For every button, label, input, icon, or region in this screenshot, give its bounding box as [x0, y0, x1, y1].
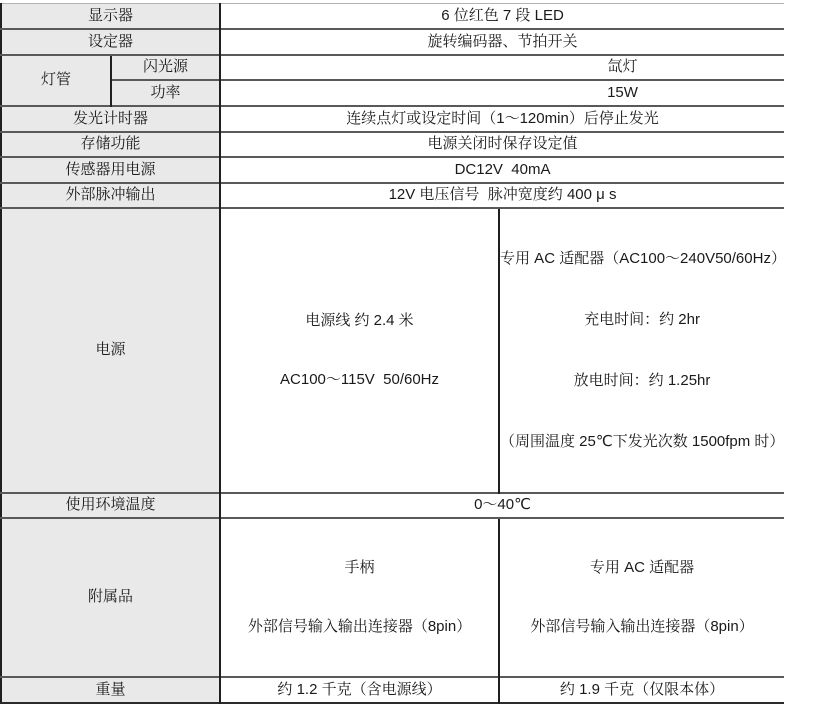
sensor-power-value: DC12V 40mA [220, 157, 784, 183]
power-adapter-line2: 充电时间：约 2hr [584, 310, 700, 328]
table-row [1, 80, 784, 106]
table-row [1, 183, 784, 208]
power-adapter-line3: 放电时间：约 1.25hr [573, 371, 711, 389]
table-row [1, 208, 784, 493]
power-adapter-line1: 专用 AC 适配器（AC100～240V50/60Hz） [500, 249, 786, 267]
memory-label: 存储功能 [1, 132, 220, 157]
lamp-label: 灯管 [1, 55, 111, 106]
lamp-flash-label: 闪光源 [111, 55, 220, 80]
power-supply-cord-cell [220, 208, 499, 493]
table-row [1, 55, 784, 80]
table-row [1, 106, 784, 132]
power-supply-adapter-cell [499, 208, 784, 493]
sensor-power-label: 传感器用电源 [1, 157, 220, 183]
ambient-temp-value: 0～40℃ [220, 493, 784, 518]
table-row [1, 157, 784, 183]
table-row [1, 29, 784, 55]
table-row [1, 677, 784, 703]
accessories-left-line2: 外部信号输入输出连接器（8pin） [247, 617, 472, 635]
lamp-power-label: 功率 [111, 80, 220, 106]
accessories-left-cell [220, 518, 499, 677]
accessories-label: 附属品 [1, 518, 220, 677]
setter-value: 旋转编码器、节拍开关 [220, 29, 784, 55]
weight-label: 重量 [1, 677, 220, 703]
table-row [1, 4, 784, 29]
power-supply-label: 电源 [1, 208, 220, 493]
pulse-output-label: 外部脉冲输出 [1, 183, 220, 208]
pulse-output-value: 12V 电压信号 脉冲宽度约 400 μ s [220, 183, 784, 208]
table-row [1, 132, 784, 157]
spec-table [0, 3, 784, 704]
timer-value: 连续点灯或设定时间（1～120min）后停止发光 [220, 106, 784, 132]
setter-label: 设定器 [1, 29, 220, 55]
accessories-right-cell [499, 518, 784, 677]
display-value: 6 位红色 7 段 LED [220, 4, 784, 29]
ambient-temp-label: 使用环境温度 [1, 493, 220, 518]
power-adapter-line4: （周围温度 25℃下发光次数 1500fpm 时） [500, 432, 785, 450]
power-cord-line2: AC100～115V 50/60Hz [280, 370, 440, 388]
lamp-power-value: 15W [220, 80, 784, 106]
accessories-right-line2: 外部信号输入输出连接器（8pin） [530, 617, 754, 635]
weight-right-value: 约 1.9 千克（仅限本体） [499, 677, 784, 703]
lamp-flash-value: 氙灯 [220, 55, 784, 80]
table-row [1, 518, 784, 677]
table-row [1, 493, 784, 518]
accessories-right-line1: 专用 AC 适配器 [589, 558, 695, 576]
display-label: 显示器 [1, 4, 220, 29]
timer-label: 发光计时器 [1, 106, 220, 132]
accessories-left-line1: 手柄 [344, 558, 375, 576]
power-cord-line1: 电源线 约 2.4 米 [305, 311, 414, 329]
memory-value: 电源关闭时保存设定值 [220, 132, 784, 157]
spec-sheet [0, 3, 821, 698]
weight-left-value: 约 1.2 千克（含电源线） [220, 677, 499, 703]
